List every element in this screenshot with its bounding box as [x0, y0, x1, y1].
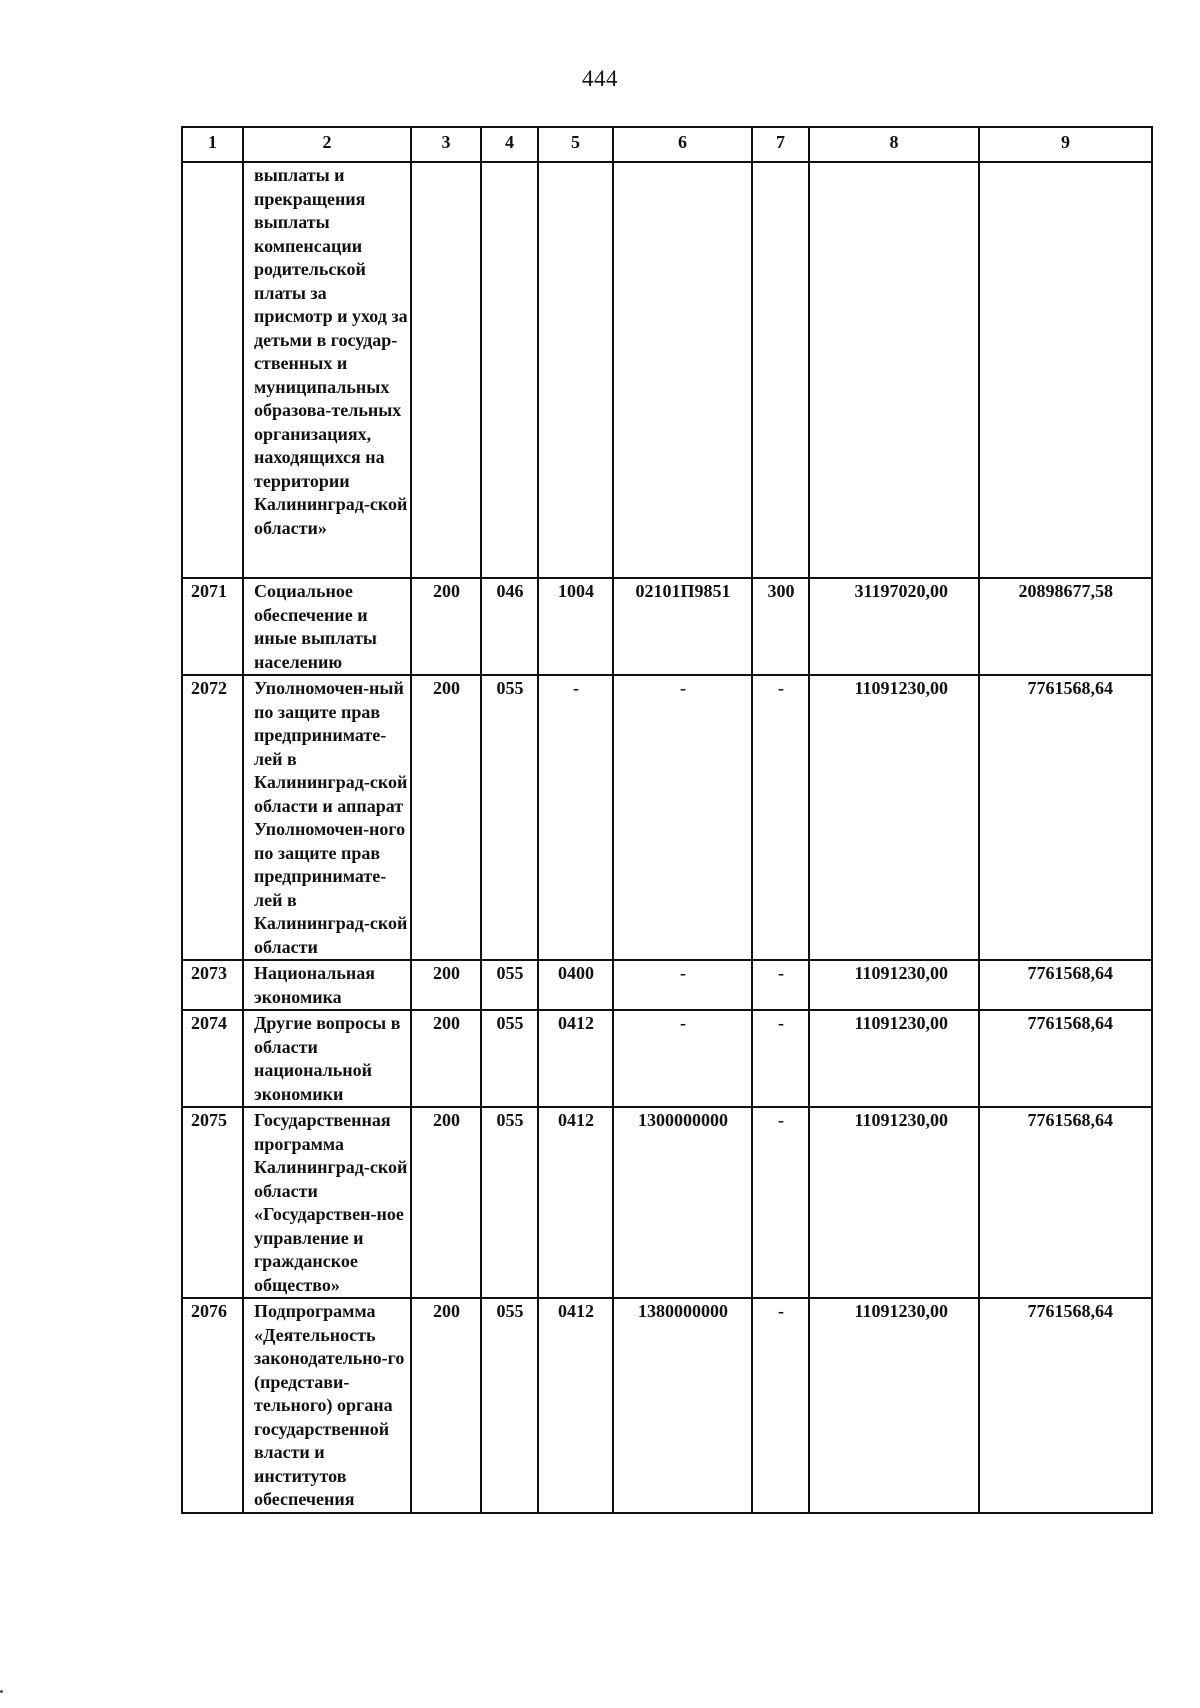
- cell-col5: 0400: [538, 960, 613, 1010]
- cell-col4: 055: [481, 1107, 538, 1298]
- cell-col3: [411, 162, 481, 578]
- cell-col6: 1380000000: [613, 1298, 752, 1513]
- table-row: [182, 1010, 1152, 1107]
- cell-col9: 7761568,64: [979, 960, 1152, 1010]
- table-row: [182, 162, 1152, 578]
- cell-col9: 20898677,58: [979, 578, 1152, 675]
- cell-col7: 300: [752, 578, 809, 675]
- cell-col7: -: [752, 1107, 809, 1298]
- row-number: 2071: [182, 578, 243, 675]
- cell-col8: 11091230,00: [809, 1107, 979, 1298]
- cell-col6: 02101П9851: [613, 578, 752, 675]
- column-header: 7: [752, 127, 809, 162]
- cell-col8: [809, 162, 979, 578]
- cell-col8: 11091230,00: [809, 960, 979, 1010]
- column-header: 1: [182, 127, 243, 162]
- cell-col4: 055: [481, 1010, 538, 1107]
- row-number: 2074: [182, 1010, 243, 1107]
- cell-col5: [538, 162, 613, 578]
- column-header: 4: [481, 127, 538, 162]
- table-row: [182, 1298, 1152, 1513]
- cell-col5: 0412: [538, 1010, 613, 1107]
- row-number: 2073: [182, 960, 243, 1010]
- page-number: 444: [582, 66, 618, 91]
- cell-col6: 1300000000: [613, 1107, 752, 1298]
- cell-col7: -: [752, 1010, 809, 1107]
- cell-col3: 200: [411, 1298, 481, 1513]
- cell-col3: 200: [411, 1010, 481, 1107]
- cell-col6: [613, 162, 752, 578]
- table-row: [182, 578, 1152, 675]
- cell-col8: 11091230,00: [809, 1298, 979, 1513]
- cell-col4: 055: [481, 675, 538, 960]
- row-number: [182, 162, 243, 578]
- cell-col4: [481, 162, 538, 578]
- column-header: 6: [613, 127, 752, 162]
- cell-col8: 31197020,00: [809, 578, 979, 675]
- cell-col8: 11091230,00: [809, 675, 979, 960]
- cell-col8: 11091230,00: [809, 1010, 979, 1107]
- scan-speck: [0, 1690, 3, 1693]
- row-name: Национальная экономика: [243, 960, 411, 1010]
- row-name: Уполномочен-ный по защите прав предпринимате-лей в Калининград-ской области и аппарат Уполномочен-ного по защите прав предпринимате-лей в Калининград-ской области: [243, 675, 411, 960]
- row-name: выплаты и прекращения выплаты компенсации родительской платы за присмотр и уход за детьми в государ-ственных и муниципальных образова-тельных организациях, находящихся на территории Калининград-ской области»: [243, 162, 411, 578]
- budget-table: [181, 126, 1153, 1514]
- column-header: 2: [243, 127, 411, 162]
- cell-col9: 7761568,64: [979, 1107, 1152, 1298]
- table-row: [182, 675, 1152, 960]
- cell-col7: [752, 162, 809, 578]
- cell-col9: 7761568,64: [979, 675, 1152, 960]
- cell-col4: 055: [481, 960, 538, 1010]
- cell-col5: 0412: [538, 1107, 613, 1298]
- row-name: Другие вопросы в области национальной экономики: [243, 1010, 411, 1107]
- column-header: 5: [538, 127, 613, 162]
- cell-col3: 200: [411, 1107, 481, 1298]
- cell-col5: -: [538, 675, 613, 960]
- cell-col9: 7761568,64: [979, 1010, 1152, 1107]
- table-row: [182, 1107, 1152, 1298]
- row-name: Подпрограмма «Деятельность законодательно-го (представи-тельного) органа государственной власти и институтов обеспечения: [243, 1298, 411, 1513]
- row-number: 2076: [182, 1298, 243, 1513]
- cell-col7: -: [752, 675, 809, 960]
- column-header: 8: [809, 127, 979, 162]
- cell-col7: -: [752, 960, 809, 1010]
- cell-col5: 0412: [538, 1298, 613, 1513]
- cell-col5: 1004: [538, 578, 613, 675]
- cell-col9: [979, 162, 1152, 578]
- cell-col7: -: [752, 1298, 809, 1513]
- cell-col6: -: [613, 675, 752, 960]
- cell-col9: 7761568,64: [979, 1298, 1152, 1513]
- cell-col3: 200: [411, 675, 481, 960]
- cell-col6: -: [613, 1010, 752, 1107]
- column-header: 9: [979, 127, 1152, 162]
- row-name: Социальное обеспечение и иные выплаты населению: [243, 578, 411, 675]
- column-header-row: [182, 127, 1152, 162]
- row-number: 2075: [182, 1107, 243, 1298]
- table-row: [182, 960, 1152, 1010]
- row-number: 2072: [182, 675, 243, 960]
- cell-col4: 055: [481, 1298, 538, 1513]
- cell-col4: 046: [481, 578, 538, 675]
- cell-col3: 200: [411, 960, 481, 1010]
- row-name: Государственная программа Калининград-ской области «Государствен-ное управление и гражданское общество»: [243, 1107, 411, 1298]
- cell-col6: -: [613, 960, 752, 1010]
- column-header: 3: [411, 127, 481, 162]
- cell-col3: 200: [411, 578, 481, 675]
